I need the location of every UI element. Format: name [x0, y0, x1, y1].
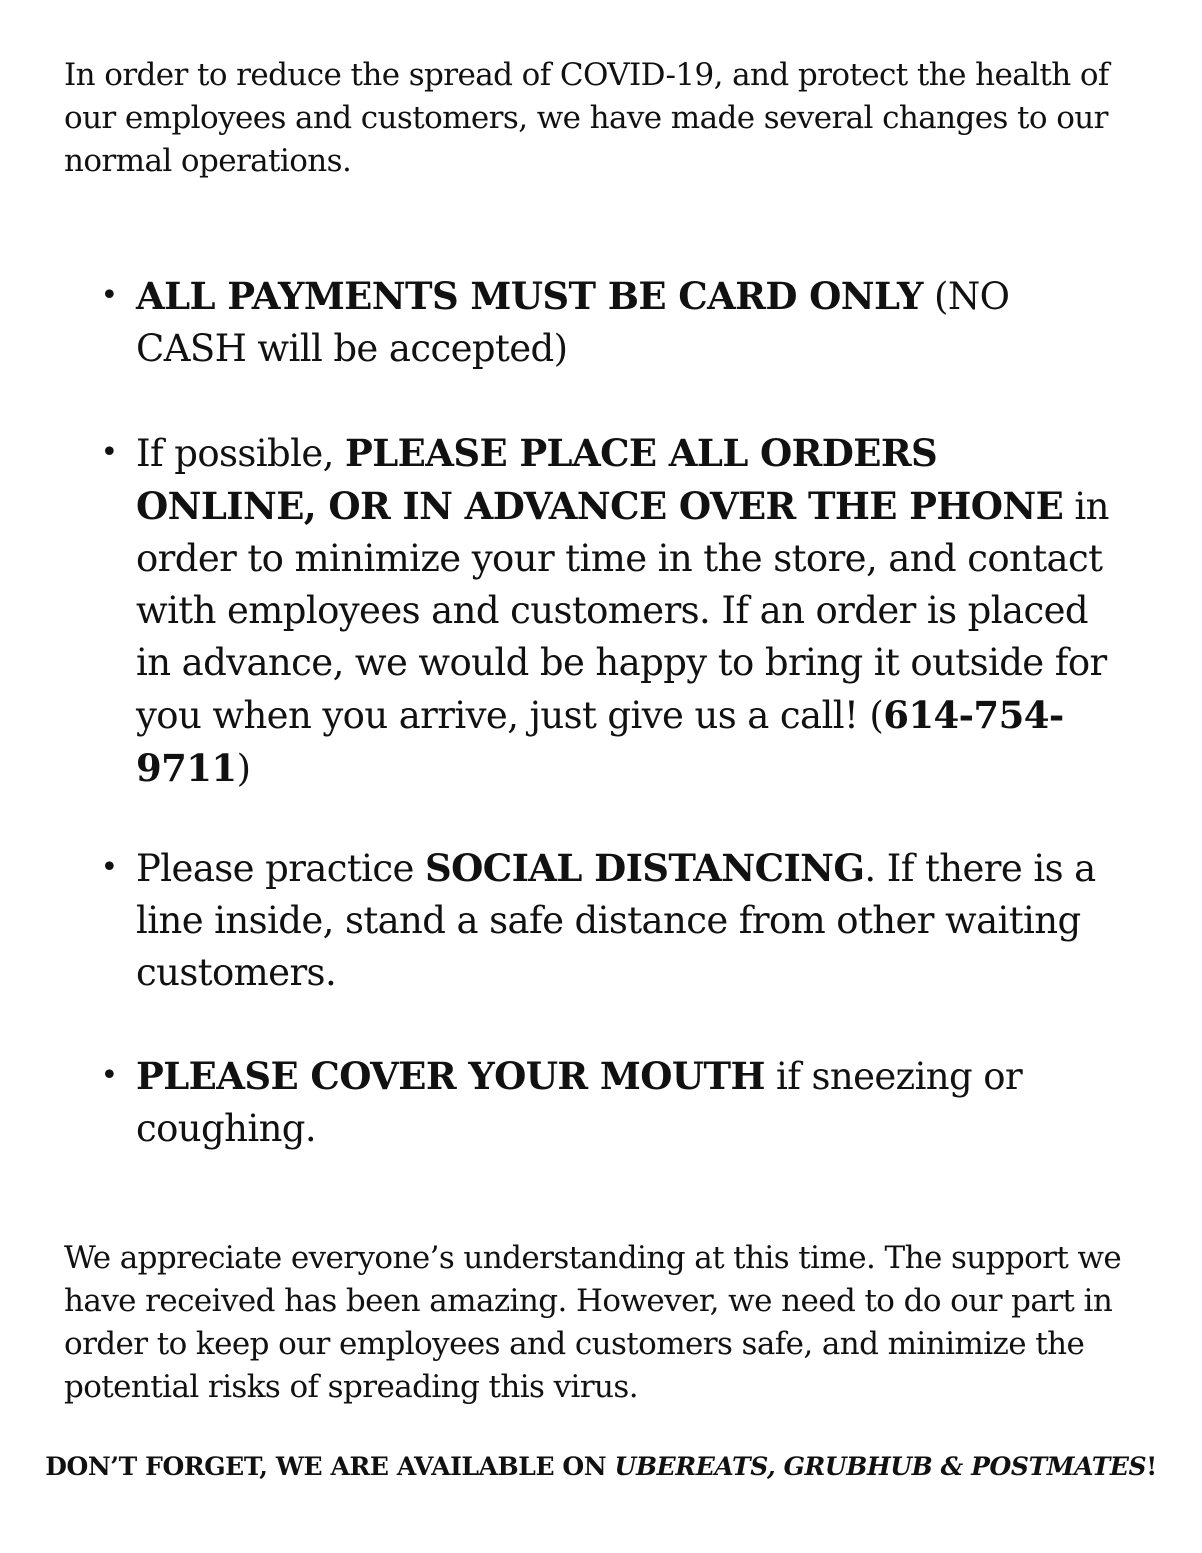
delivery-services: UBEREATS, GRUBHUB & POSTMATES: [614, 1452, 1147, 1481]
card-only-detail: (NO CASH will be accepted): [136, 275, 1010, 370]
bullet-icon: •: [100, 278, 118, 313]
bullet-icon: •: [100, 435, 118, 470]
outro-paragraph: We appreciate everyone’s understanding at this time. The support we have received has been amazing. However, we need to do our part in order to keep our employees and customers safe, and minimize the potential risks of spreading this virus.: [64, 1240, 1122, 1405]
order-ahead-detail: in order to minimize your time in the store, and contact with employees and customers. If an order is placed in advance, we would be happy to bring it outside for you when you arrive, just give us a call! (: [136, 485, 1109, 737]
footer-tail: !: [1146, 1452, 1157, 1481]
list-item-cover-mouth: [100, 1050, 1126, 1155]
cover-mouth-detail: if sneezing or coughing.: [136, 1055, 1023, 1150]
distancing-emphasis: SOCIAL DISTANCING: [424, 846, 865, 890]
order-ahead-emphasis: PLEASE PLACE ALL ORDERS ONLINE, OR IN ADVANCE OVER THE PHONE: [136, 431, 1064, 528]
order-ahead-lead: If possible,: [136, 432, 345, 475]
list-item-order-ahead: [100, 427, 1126, 795]
list-item-social-distancing: [100, 842, 1126, 999]
bullet-icon: •: [100, 1058, 118, 1093]
list-item-text: [136, 432, 1109, 790]
card-only-emphasis: ALL PAYMENTS MUST BE CARD ONLY: [136, 274, 923, 318]
phone-number: 614-754-9711: [136, 693, 1064, 790]
distancing-lead: Please practice: [136, 847, 425, 890]
list-item-text: [136, 270, 1096, 375]
list-item-text: [136, 847, 1096, 994]
delivery-footer: [0, 1449, 1202, 1485]
distancing-detail: . If there is a line inside, stand a safe distance from other waiting customers.: [136, 847, 1096, 994]
cover-mouth-emphasis: PLEASE COVER YOUR MOUTH: [136, 1054, 765, 1098]
list-item-text: [136, 1055, 1022, 1150]
bullet-icon: •: [100, 850, 118, 885]
footer-lead: DON’T FORGET, WE ARE AVAILABLE ON: [45, 1452, 615, 1481]
order-ahead-tail: ): [236, 747, 251, 790]
list-item-card-only: [100, 270, 1126, 375]
intro-paragraph: In order to reduce the spread of COVID-19, and protect the health of our employees and customers, we have made several changes to our normal operations.: [64, 57, 1109, 179]
